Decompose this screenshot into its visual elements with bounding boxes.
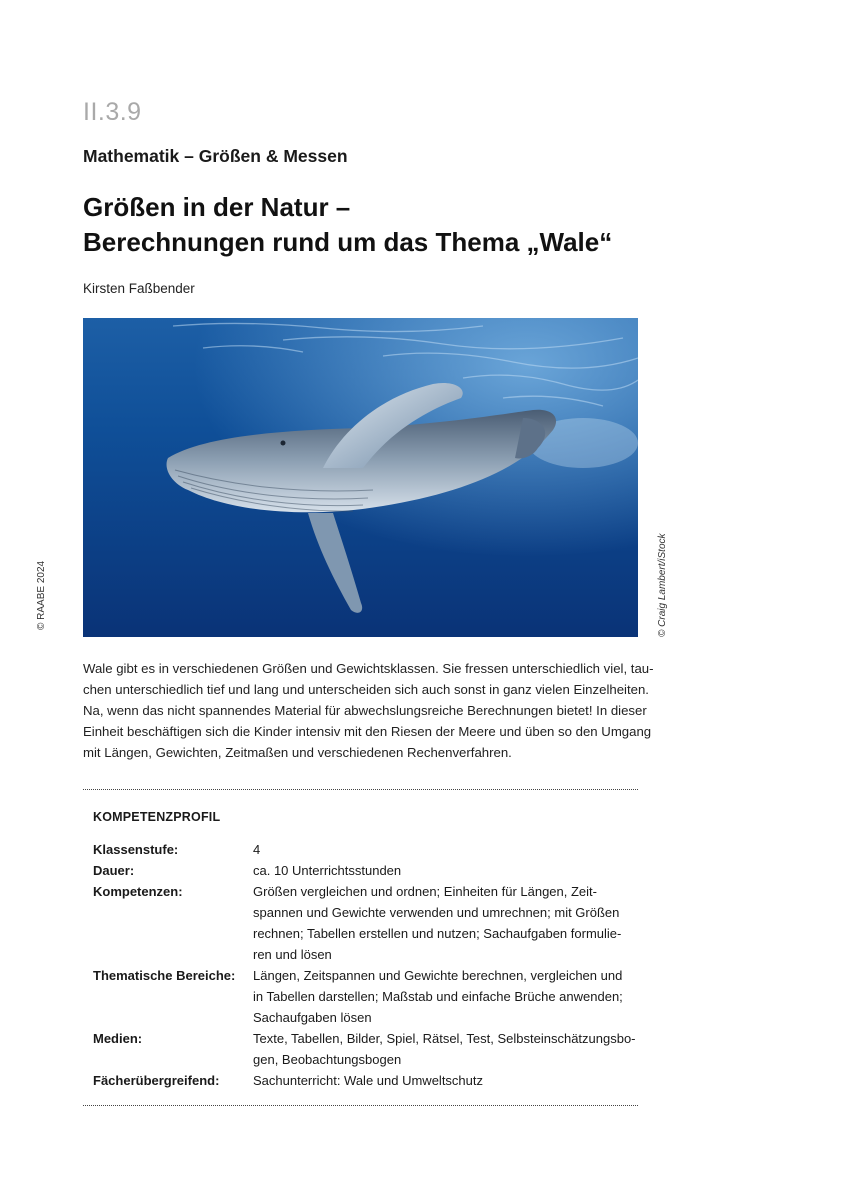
divider-bottom xyxy=(83,1105,638,1106)
intro-line: Einheit beschäftigen sich die Kinder intensiv mit den Riesen der Meere und üben so den Umgang xyxy=(83,724,652,739)
author: Kirsten Faßbender xyxy=(83,281,195,296)
subject-heading: Mathematik – Größen & Messen xyxy=(83,146,348,166)
profile-label: Medien: xyxy=(93,1031,143,1046)
profile-value-line: ren und lösen xyxy=(253,947,332,962)
profile-value-line: spannen und Gewichte verwenden und umrechnen; mit Größen xyxy=(253,905,620,920)
profile-value-line: Texte, Tabellen, Bilder, Spiel, Rätsel, Test, Selbsteinschätzungsbo- xyxy=(253,1031,636,1046)
intro-paragraph xyxy=(83,658,654,763)
profile-value-line: gen, Beobachtungsbogen xyxy=(253,1052,402,1067)
profile-label: Thematische Bereiche: xyxy=(93,968,236,983)
profile-value-line: Längen, Zeitspannen und Gewichte berechnen, vergleichen und xyxy=(253,968,623,983)
profile-heading: KOMPETENZPROFIL xyxy=(93,810,221,824)
profile-value-line: in Tabellen darstellen; Maßstab und einfache Brüche anwenden; xyxy=(253,989,623,1004)
profile-value xyxy=(253,881,633,965)
intro-line: Wale gibt es in verschiedenen Größen und Gewichtsklassen. Sie fressen unterschiedlich viel, tau- xyxy=(83,661,654,676)
profile-label: Klassenstufe: xyxy=(93,842,179,857)
profile-label: Fächerübergreifend: xyxy=(93,1073,220,1088)
title-line-1: Größen in der Natur – xyxy=(83,192,351,222)
profile-label: Kompetenzen: xyxy=(93,884,183,899)
intro-line: chen unterschiedlich tief und lang und unterscheiden sich auch sonst in ganz vielen Einzelheiten. xyxy=(83,682,649,697)
title-line-2: Berechnungen rund um das Thema „Wale“ xyxy=(83,227,613,257)
humpback-whale-photo xyxy=(83,318,638,637)
copyright-note: © RAABE 2024 xyxy=(36,560,47,630)
profile-value-line: Größen vergleichen und ordnen; Einheiten für Längen, Zeit- xyxy=(253,884,597,899)
profile-value-line: Sachunterricht: Wale und Umweltschutz xyxy=(253,1073,484,1088)
profile-value-line: Sachaufgaben lösen xyxy=(253,1010,372,1025)
photo-credit: © Craig Lambert/iStock xyxy=(657,533,668,637)
intro-line: Na, wenn das nicht spannendes Material für abwechslungsreiche Berechnungen bietet! In dieser xyxy=(83,703,647,718)
profile-label: Dauer: xyxy=(93,863,135,878)
whale-photo xyxy=(83,318,638,637)
divider-top xyxy=(83,789,638,790)
profile-value-line: rechnen; Tabellen erstellen und nutzen; Sachaufgaben formulie- xyxy=(253,926,622,941)
profile-value-line: 4 xyxy=(253,842,261,857)
profile-value-line: ca. 10 Unterrichtsstunden xyxy=(253,863,402,878)
profile-value xyxy=(253,965,633,1028)
intro-line: mit Längen, Gewichten, Zeitmaßen und verschiedenen Rechenverfahren. xyxy=(83,745,512,760)
page-title xyxy=(83,190,612,260)
profile-value xyxy=(253,860,633,881)
profile-value xyxy=(253,839,633,860)
profile-value xyxy=(253,1070,633,1091)
section-number: II.3.9 xyxy=(83,98,142,126)
profile-value xyxy=(253,1028,636,1070)
